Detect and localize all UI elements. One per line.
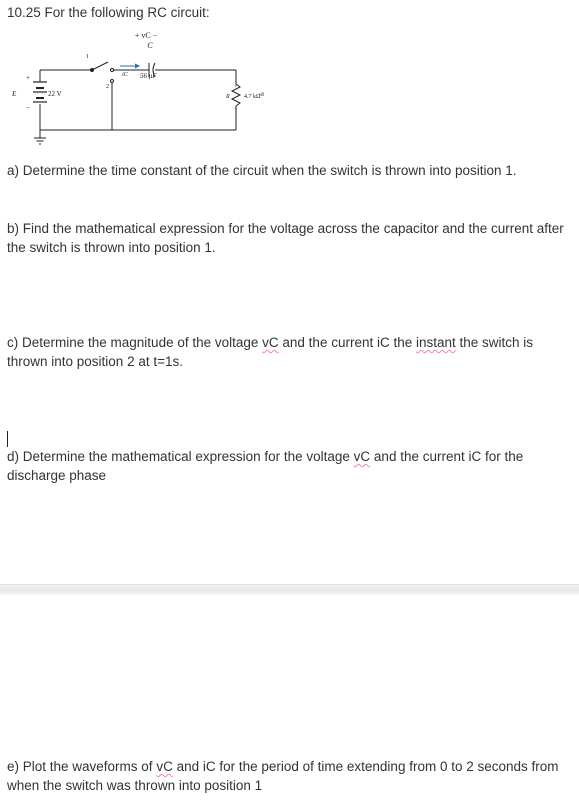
question-d-part1: d) Determine the mathematical expression for the voltage [7,449,354,464]
cap-value: 56 μF [140,72,157,80]
vr-plus: + [234,84,238,90]
e-label: E [12,90,17,98]
question-d-part2: and the current iC for the discharge phase [7,449,524,483]
question-e-part2: and iC for the period of time extending from 0 to 2 seconds from when the switch was thrown into position 1 [7,759,559,793]
battery-plus: + [26,74,30,82]
question-d-vc: vC [353,449,371,464]
vr-label: vR [258,93,264,98]
question-c-part1: c) Determine the magnitude of the voltage [7,335,263,350]
question-a-text: a) Determine the time constant of the circuit when the switch is thrown into position 1. [7,163,517,178]
ic-label: iC [122,72,128,78]
question-b [7,219,572,257]
question-c [7,333,572,371]
question-c-part3: the switch is thrown into position 2 at t=1s. [7,335,534,369]
vr-minus: − [234,106,238,112]
text-cursor [7,431,8,447]
switch-pos-1: 1 [86,54,89,60]
switch-pivot [91,69,94,72]
current-arrowhead [135,64,140,69]
question-e-vc: vC [156,759,173,774]
question-c-vc: vC [262,335,279,350]
question-a [7,161,572,180]
question-b-text: b) Find the mathematical expression for the voltage across the capacitor and the current after the switch is thrown into position 1. [7,221,564,255]
e-value: 22 V [48,90,62,98]
question-e-part1: e) Plot the waveforms of [7,759,157,774]
switch-pos-2: 2 [106,84,109,90]
vc-label: + vC − [134,31,158,40]
section-divider [0,584,579,595]
problem-title: 10.25 For the following RC circuit: [7,5,210,20]
r-value: 4.7 kΩ [244,94,261,100]
question-c-part2: and the current iC the [278,335,416,350]
switch-blade [92,62,108,70]
rc-circuit-diagram [0,26,264,151]
battery-minus: − [26,104,30,112]
r-label: R [226,94,230,100]
question-c-instant: instant [415,335,456,350]
question-e [7,757,572,795]
question-d [7,447,572,485]
c-label: C [147,41,153,50]
